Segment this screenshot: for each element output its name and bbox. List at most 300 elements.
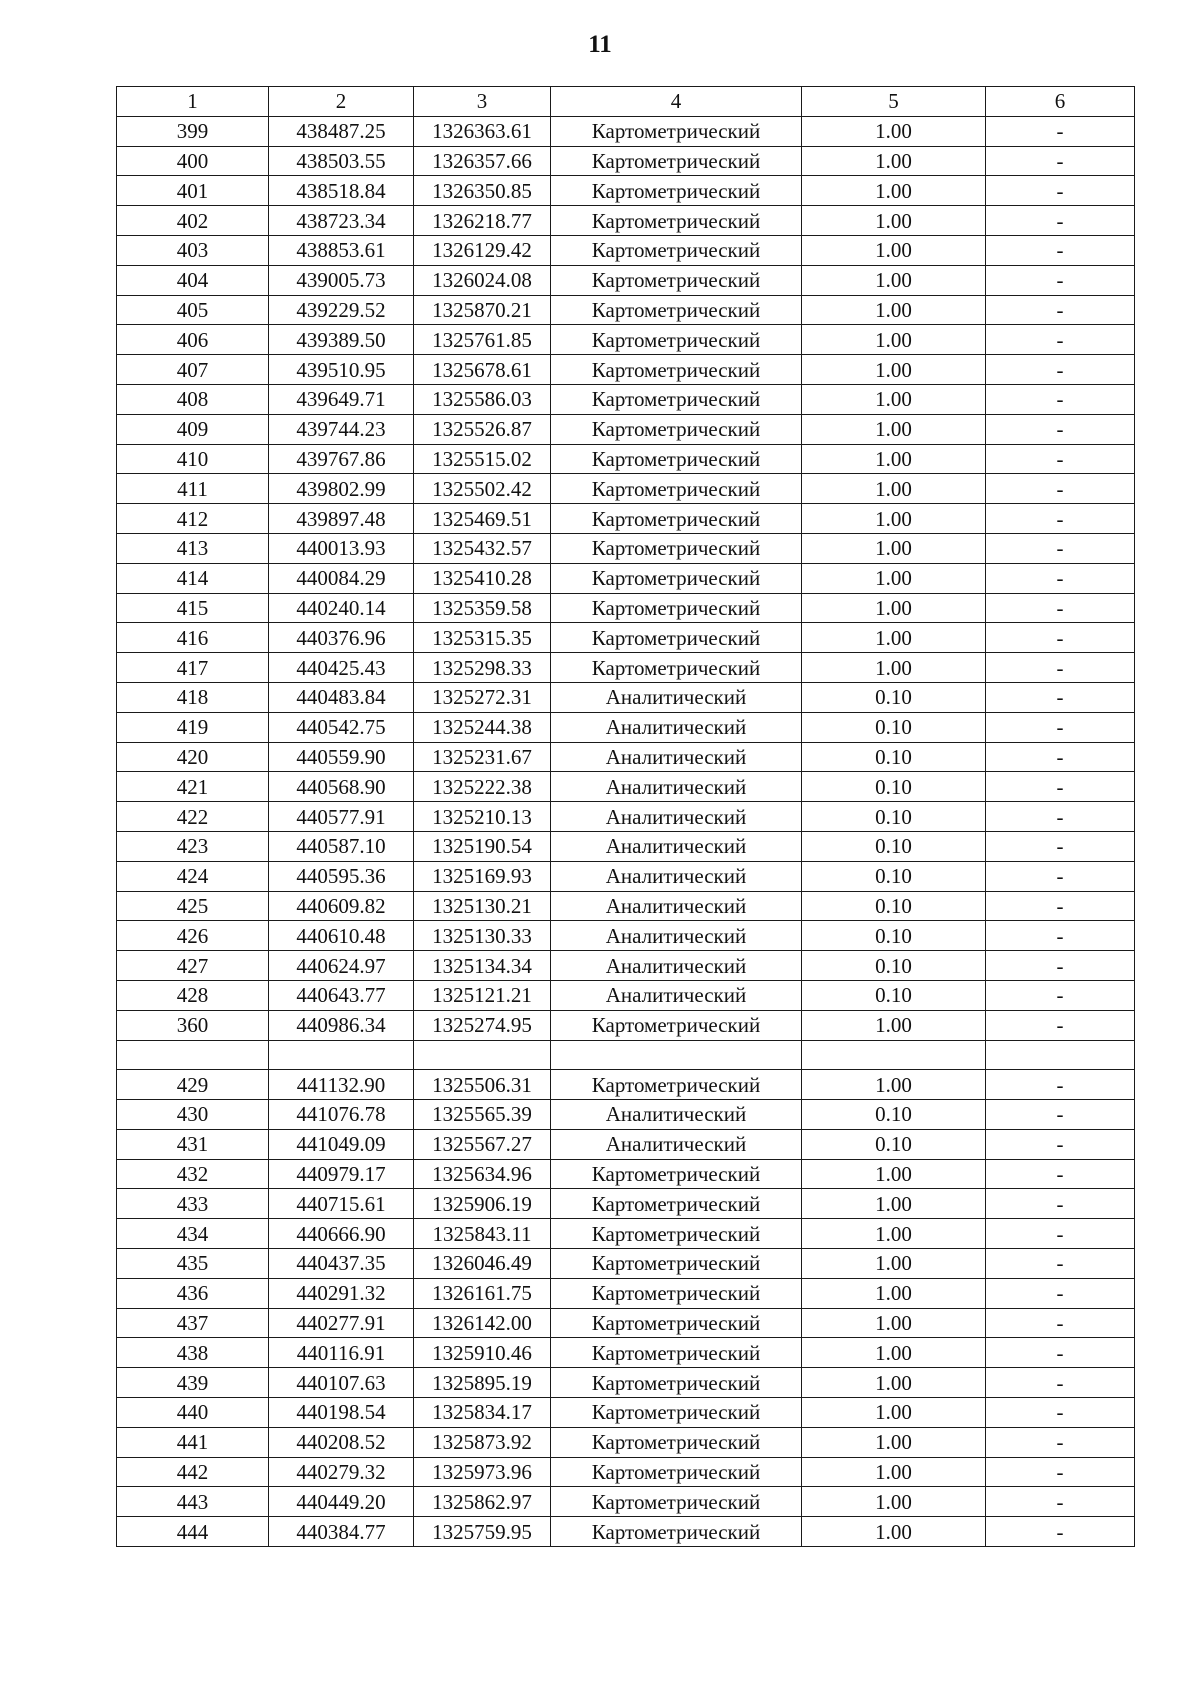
method-cell: Картометрический bbox=[551, 1338, 802, 1368]
note-cell: - bbox=[986, 742, 1135, 772]
point-number-cell: 429 bbox=[117, 1070, 269, 1100]
accuracy-cell: 1.00 bbox=[802, 504, 986, 534]
y-coordinate-cell: 1325169.93 bbox=[414, 861, 551, 891]
table-row bbox=[117, 235, 1135, 265]
y-coordinate-cell: 1325315.35 bbox=[414, 623, 551, 653]
note-cell: - bbox=[986, 802, 1135, 832]
point-number-cell: 411 bbox=[117, 474, 269, 504]
accuracy-cell: 0.10 bbox=[802, 742, 986, 772]
point-number-cell: 412 bbox=[117, 504, 269, 534]
x-coordinate-cell: 439649.71 bbox=[269, 384, 414, 414]
point-number-cell: 416 bbox=[117, 623, 269, 653]
x-coordinate-cell: 440240.14 bbox=[269, 593, 414, 623]
y-coordinate-cell: 1325130.21 bbox=[414, 891, 551, 921]
note-cell: - bbox=[986, 1010, 1135, 1040]
y-coordinate-cell: 1325410.28 bbox=[414, 563, 551, 593]
point-number-cell: 415 bbox=[117, 593, 269, 623]
accuracy-cell: 0.10 bbox=[802, 1100, 986, 1130]
x-coordinate-cell: 440013.93 bbox=[269, 533, 414, 563]
y-coordinate-cell: 1326024.08 bbox=[414, 265, 551, 295]
point-number-cell: 435 bbox=[117, 1249, 269, 1279]
x-coordinate-cell: 440437.35 bbox=[269, 1249, 414, 1279]
accuracy-cell: 0.10 bbox=[802, 921, 986, 951]
method-cell: Аналитический bbox=[551, 980, 802, 1010]
point-number-cell: 442 bbox=[117, 1457, 269, 1487]
table-row bbox=[117, 742, 1135, 772]
point-number-cell: 420 bbox=[117, 742, 269, 772]
method-cell: Картометрический bbox=[551, 563, 802, 593]
accuracy-cell: 1.00 bbox=[802, 1338, 986, 1368]
point-number-cell: 401 bbox=[117, 176, 269, 206]
x-coordinate-cell: 439005.73 bbox=[269, 265, 414, 295]
method-cell: Картометрический bbox=[551, 1487, 802, 1517]
point-number-cell: 403 bbox=[117, 235, 269, 265]
coordinates-table bbox=[116, 86, 1135, 1547]
table-row bbox=[117, 414, 1135, 444]
point-number-cell: 405 bbox=[117, 295, 269, 325]
x-coordinate-cell: 440595.36 bbox=[269, 861, 414, 891]
accuracy-cell: 1.00 bbox=[802, 1398, 986, 1428]
accuracy-cell: 1.00 bbox=[802, 1427, 986, 1457]
table-row bbox=[117, 1100, 1135, 1130]
y-coordinate-cell: 1325359.58 bbox=[414, 593, 551, 623]
y-coordinate-cell: 1325834.17 bbox=[414, 1398, 551, 1428]
table-row bbox=[117, 1159, 1135, 1189]
point-number-cell: 438 bbox=[117, 1338, 269, 1368]
x-coordinate-cell: 441049.09 bbox=[269, 1129, 414, 1159]
table-row bbox=[117, 802, 1135, 832]
table-row bbox=[117, 146, 1135, 176]
method-cell: Картометрический bbox=[551, 504, 802, 534]
note-cell: - bbox=[986, 682, 1135, 712]
table-row bbox=[117, 295, 1135, 325]
accuracy-cell: 1.00 bbox=[802, 1368, 986, 1398]
method-cell: Картометрический bbox=[551, 1517, 802, 1547]
method-cell: Картометрический bbox=[551, 1070, 802, 1100]
note-cell: - bbox=[986, 1368, 1135, 1398]
y-coordinate-cell: 1325274.95 bbox=[414, 1010, 551, 1040]
note-cell: - bbox=[986, 295, 1135, 325]
table-row bbox=[117, 206, 1135, 236]
method-cell: Картометрический bbox=[551, 414, 802, 444]
point-number-cell: 419 bbox=[117, 712, 269, 742]
note-cell: - bbox=[986, 1159, 1135, 1189]
table-row bbox=[117, 1487, 1135, 1517]
x-coordinate-cell: 439897.48 bbox=[269, 504, 414, 534]
y-coordinate-cell: 1325759.95 bbox=[414, 1517, 551, 1547]
x-coordinate-cell: 440198.54 bbox=[269, 1398, 414, 1428]
header-cell: 5 bbox=[802, 87, 986, 117]
x-coordinate-cell: 438487.25 bbox=[269, 116, 414, 146]
method-cell: Аналитический bbox=[551, 921, 802, 951]
x-coordinate-cell: 440084.29 bbox=[269, 563, 414, 593]
y-coordinate-cell: 1325862.97 bbox=[414, 1487, 551, 1517]
x-coordinate-cell: 440449.20 bbox=[269, 1487, 414, 1517]
accuracy-cell: 0.10 bbox=[802, 831, 986, 861]
x-coordinate-cell: 440666.90 bbox=[269, 1219, 414, 1249]
table-row bbox=[117, 831, 1135, 861]
accuracy-cell: 1.00 bbox=[802, 653, 986, 683]
y-coordinate-cell: 1325130.33 bbox=[414, 921, 551, 951]
note-cell: - bbox=[986, 265, 1135, 295]
accuracy-cell: 0.10 bbox=[802, 682, 986, 712]
method-cell: Аналитический bbox=[551, 712, 802, 742]
method-cell bbox=[551, 1040, 802, 1070]
accuracy-cell: 1.00 bbox=[802, 1249, 986, 1279]
table-row bbox=[117, 1427, 1135, 1457]
method-cell: Аналитический bbox=[551, 891, 802, 921]
method-cell: Картометрический bbox=[551, 1189, 802, 1219]
accuracy-cell: 1.00 bbox=[802, 295, 986, 325]
point-number-cell: 432 bbox=[117, 1159, 269, 1189]
table-row bbox=[117, 1398, 1135, 1428]
point-number-cell: 440 bbox=[117, 1398, 269, 1428]
table-row bbox=[117, 593, 1135, 623]
note-cell bbox=[986, 1040, 1135, 1070]
x-coordinate-cell: 440715.61 bbox=[269, 1189, 414, 1219]
x-coordinate-cell: 440587.10 bbox=[269, 831, 414, 861]
table-row bbox=[117, 1517, 1135, 1547]
accuracy-cell: 0.10 bbox=[802, 802, 986, 832]
x-coordinate-cell: 440643.77 bbox=[269, 980, 414, 1010]
accuracy-cell: 1.00 bbox=[802, 474, 986, 504]
method-cell: Картометрический bbox=[551, 623, 802, 653]
y-coordinate-cell: 1325506.31 bbox=[414, 1070, 551, 1100]
y-coordinate-cell: 1326129.42 bbox=[414, 235, 551, 265]
y-coordinate-cell: 1325873.92 bbox=[414, 1427, 551, 1457]
x-coordinate-cell: 439802.99 bbox=[269, 474, 414, 504]
point-number-cell: 425 bbox=[117, 891, 269, 921]
x-coordinate-cell: 438503.55 bbox=[269, 146, 414, 176]
table-row bbox=[117, 891, 1135, 921]
accuracy-cell: 1.00 bbox=[802, 1219, 986, 1249]
y-coordinate-cell: 1325586.03 bbox=[414, 384, 551, 414]
table-row bbox=[117, 1368, 1135, 1398]
table-row bbox=[117, 533, 1135, 563]
accuracy-cell: 1.00 bbox=[802, 623, 986, 653]
point-number-cell: 360 bbox=[117, 1010, 269, 1040]
x-coordinate-cell: 440483.84 bbox=[269, 682, 414, 712]
note-cell: - bbox=[986, 653, 1135, 683]
method-cell: Картометрический bbox=[551, 593, 802, 623]
x-coordinate-cell: 440610.48 bbox=[269, 921, 414, 951]
y-coordinate-cell: 1325272.31 bbox=[414, 682, 551, 712]
table-row bbox=[117, 384, 1135, 414]
point-number-cell: 414 bbox=[117, 563, 269, 593]
note-cell: - bbox=[986, 474, 1135, 504]
method-cell: Картометрический bbox=[551, 1368, 802, 1398]
point-number-cell: 427 bbox=[117, 951, 269, 981]
method-cell: Картометрический bbox=[551, 355, 802, 385]
method-cell: Аналитический bbox=[551, 831, 802, 861]
accuracy-cell: 1.00 bbox=[802, 325, 986, 355]
note-cell: - bbox=[986, 533, 1135, 563]
y-coordinate-cell: 1326357.66 bbox=[414, 146, 551, 176]
method-cell: Картометрический bbox=[551, 1427, 802, 1457]
method-cell: Картометрический bbox=[551, 146, 802, 176]
point-number-cell: 434 bbox=[117, 1219, 269, 1249]
table-row bbox=[117, 1010, 1135, 1040]
accuracy-cell: 1.00 bbox=[802, 176, 986, 206]
note-cell: - bbox=[986, 563, 1135, 593]
x-coordinate-cell: 440624.97 bbox=[269, 951, 414, 981]
point-number-cell: 410 bbox=[117, 444, 269, 474]
note-cell: - bbox=[986, 1070, 1135, 1100]
accuracy-cell: 1.00 bbox=[802, 1159, 986, 1189]
point-number-cell: 424 bbox=[117, 861, 269, 891]
x-coordinate-cell: 438518.84 bbox=[269, 176, 414, 206]
accuracy-cell: 1.00 bbox=[802, 235, 986, 265]
accuracy-cell: 0.10 bbox=[802, 772, 986, 802]
header-cell: 6 bbox=[986, 87, 1135, 117]
table-row bbox=[117, 1308, 1135, 1338]
y-coordinate-cell: 1325210.13 bbox=[414, 802, 551, 832]
note-cell: - bbox=[986, 772, 1135, 802]
point-number-cell: 421 bbox=[117, 772, 269, 802]
point-number-cell: 431 bbox=[117, 1129, 269, 1159]
method-cell: Картометрический bbox=[551, 384, 802, 414]
note-cell: - bbox=[986, 861, 1135, 891]
x-coordinate-cell: 440577.91 bbox=[269, 802, 414, 832]
x-coordinate-cell: 439744.23 bbox=[269, 414, 414, 444]
note-cell: - bbox=[986, 951, 1135, 981]
point-number-cell: 399 bbox=[117, 116, 269, 146]
accuracy-cell: 1.00 bbox=[802, 1189, 986, 1219]
note-cell: - bbox=[986, 1457, 1135, 1487]
point-number-cell: 413 bbox=[117, 533, 269, 563]
accuracy-cell: 1.00 bbox=[802, 116, 986, 146]
accuracy-cell: 1.00 bbox=[802, 1457, 986, 1487]
y-coordinate-cell: 1325973.96 bbox=[414, 1457, 551, 1487]
point-number-cell: 444 bbox=[117, 1517, 269, 1547]
note-cell: - bbox=[986, 1398, 1135, 1428]
table-row bbox=[117, 474, 1135, 504]
accuracy-cell: 0.10 bbox=[802, 712, 986, 742]
method-cell: Картометрический bbox=[551, 325, 802, 355]
y-coordinate-cell: 1325121.21 bbox=[414, 980, 551, 1010]
note-cell: - bbox=[986, 176, 1135, 206]
y-coordinate-cell: 1325526.87 bbox=[414, 414, 551, 444]
note-cell: - bbox=[986, 921, 1135, 951]
accuracy-cell: 1.00 bbox=[802, 146, 986, 176]
y-coordinate-cell: 1325515.02 bbox=[414, 444, 551, 474]
x-coordinate-cell: 440116.91 bbox=[269, 1338, 414, 1368]
note-cell: - bbox=[986, 1308, 1135, 1338]
y-coordinate-cell: 1325910.46 bbox=[414, 1338, 551, 1368]
y-coordinate-cell: 1325222.38 bbox=[414, 772, 551, 802]
accuracy-cell: 0.10 bbox=[802, 861, 986, 891]
method-cell: Картометрический bbox=[551, 1398, 802, 1428]
x-coordinate-cell: 439229.52 bbox=[269, 295, 414, 325]
point-number-cell: 422 bbox=[117, 802, 269, 832]
point-number-cell: 433 bbox=[117, 1189, 269, 1219]
accuracy-cell: 1.00 bbox=[802, 1278, 986, 1308]
table-row bbox=[117, 1338, 1135, 1368]
note-cell: - bbox=[986, 1129, 1135, 1159]
method-cell: Аналитический bbox=[551, 1129, 802, 1159]
table-row bbox=[117, 504, 1135, 534]
table-row bbox=[117, 325, 1135, 355]
y-coordinate-cell: 1325432.57 bbox=[414, 533, 551, 563]
note-cell: - bbox=[986, 1487, 1135, 1517]
accuracy-cell: 0.10 bbox=[802, 951, 986, 981]
table-row bbox=[117, 1070, 1135, 1100]
y-coordinate-cell: 1325231.67 bbox=[414, 742, 551, 772]
note-cell: - bbox=[986, 1219, 1135, 1249]
x-coordinate-cell: 439767.86 bbox=[269, 444, 414, 474]
x-coordinate-cell: 440277.91 bbox=[269, 1308, 414, 1338]
y-coordinate-cell: 1325565.39 bbox=[414, 1100, 551, 1130]
page-number: 11 bbox=[588, 31, 612, 58]
point-number-cell: 441 bbox=[117, 1427, 269, 1457]
point-number-cell: 428 bbox=[117, 980, 269, 1010]
accuracy-cell: 1.00 bbox=[802, 593, 986, 623]
table-row bbox=[117, 1278, 1135, 1308]
method-cell: Аналитический bbox=[551, 861, 802, 891]
method-cell: Картометрический bbox=[551, 265, 802, 295]
method-cell: Аналитический bbox=[551, 1100, 802, 1130]
method-cell: Картометрический bbox=[551, 1010, 802, 1040]
header-cell: 3 bbox=[414, 87, 551, 117]
point-number-cell: 426 bbox=[117, 921, 269, 951]
accuracy-cell: 1.00 bbox=[802, 265, 986, 295]
x-coordinate-cell: 439510.95 bbox=[269, 355, 414, 385]
table-row bbox=[117, 653, 1135, 683]
accuracy-cell: 1.00 bbox=[802, 384, 986, 414]
table-body bbox=[117, 87, 1135, 1547]
table-row bbox=[117, 1040, 1135, 1070]
y-coordinate-cell: 1325761.85 bbox=[414, 325, 551, 355]
table-row bbox=[117, 265, 1135, 295]
note-cell: - bbox=[986, 891, 1135, 921]
point-number-cell: 400 bbox=[117, 146, 269, 176]
note-cell: - bbox=[986, 504, 1135, 534]
method-cell: Аналитический bbox=[551, 682, 802, 712]
x-coordinate-cell: 440208.52 bbox=[269, 1427, 414, 1457]
accuracy-cell: 1.00 bbox=[802, 414, 986, 444]
note-cell: - bbox=[986, 980, 1135, 1010]
accuracy-cell: 1.00 bbox=[802, 355, 986, 385]
y-coordinate-cell: 1326218.77 bbox=[414, 206, 551, 236]
y-coordinate-cell: 1326161.75 bbox=[414, 1278, 551, 1308]
note-cell: - bbox=[986, 116, 1135, 146]
y-coordinate-cell: 1325469.51 bbox=[414, 504, 551, 534]
note-cell: - bbox=[986, 1100, 1135, 1130]
point-number-cell bbox=[117, 1040, 269, 1070]
note-cell: - bbox=[986, 1427, 1135, 1457]
x-coordinate-cell: 440979.17 bbox=[269, 1159, 414, 1189]
note-cell: - bbox=[986, 593, 1135, 623]
accuracy-cell: 0.10 bbox=[802, 1129, 986, 1159]
table-row bbox=[117, 712, 1135, 742]
accuracy-cell: 1.00 bbox=[802, 444, 986, 474]
point-number-cell: 436 bbox=[117, 1278, 269, 1308]
accuracy-cell: 1.00 bbox=[802, 533, 986, 563]
point-number-cell: 443 bbox=[117, 1487, 269, 1517]
table-row bbox=[117, 861, 1135, 891]
y-coordinate-cell: 1325244.38 bbox=[414, 712, 551, 742]
y-coordinate-cell: 1325678.61 bbox=[414, 355, 551, 385]
note-cell: - bbox=[986, 1189, 1135, 1219]
header-row bbox=[117, 87, 1135, 117]
note-cell: - bbox=[986, 1338, 1135, 1368]
note-cell: - bbox=[986, 712, 1135, 742]
note-cell: - bbox=[986, 384, 1135, 414]
note-cell: - bbox=[986, 325, 1135, 355]
point-number-cell: 404 bbox=[117, 265, 269, 295]
y-coordinate-cell: 1325843.11 bbox=[414, 1219, 551, 1249]
method-cell: Картометрический bbox=[551, 1457, 802, 1487]
table-row bbox=[117, 1457, 1135, 1487]
y-coordinate-cell: 1325906.19 bbox=[414, 1189, 551, 1219]
y-coordinate-cell bbox=[414, 1040, 551, 1070]
x-coordinate-cell: 441076.78 bbox=[269, 1100, 414, 1130]
header-cell: 4 bbox=[551, 87, 802, 117]
x-coordinate-cell: 438723.34 bbox=[269, 206, 414, 236]
table-row bbox=[117, 772, 1135, 802]
x-coordinate-cell: 440279.32 bbox=[269, 1457, 414, 1487]
table-row bbox=[117, 980, 1135, 1010]
method-cell: Картометрический bbox=[551, 653, 802, 683]
point-number-cell: 408 bbox=[117, 384, 269, 414]
table-row bbox=[117, 444, 1135, 474]
x-coordinate-cell: 440609.82 bbox=[269, 891, 414, 921]
note-cell: - bbox=[986, 235, 1135, 265]
note-cell: - bbox=[986, 206, 1135, 236]
table-row bbox=[117, 1219, 1135, 1249]
x-coordinate-cell: 440425.43 bbox=[269, 653, 414, 683]
table-row bbox=[117, 1249, 1135, 1279]
x-coordinate-cell: 440291.32 bbox=[269, 1278, 414, 1308]
method-cell: Картометрический bbox=[551, 116, 802, 146]
y-coordinate-cell: 1325190.54 bbox=[414, 831, 551, 861]
method-cell: Картометрический bbox=[551, 533, 802, 563]
method-cell: Аналитический bbox=[551, 951, 802, 981]
x-coordinate-cell: 440559.90 bbox=[269, 742, 414, 772]
x-coordinate-cell: 440986.34 bbox=[269, 1010, 414, 1040]
table-row bbox=[117, 355, 1135, 385]
accuracy-cell: 0.10 bbox=[802, 980, 986, 1010]
method-cell: Картометрический bbox=[551, 235, 802, 265]
accuracy-cell: 1.00 bbox=[802, 563, 986, 593]
point-number-cell: 418 bbox=[117, 682, 269, 712]
note-cell: - bbox=[986, 355, 1135, 385]
y-coordinate-cell: 1325298.33 bbox=[414, 653, 551, 683]
point-number-cell: 417 bbox=[117, 653, 269, 683]
table-row bbox=[117, 176, 1135, 206]
table-row bbox=[117, 951, 1135, 981]
note-cell: - bbox=[986, 1278, 1135, 1308]
point-number-cell: 439 bbox=[117, 1368, 269, 1398]
accuracy-cell: 1.00 bbox=[802, 206, 986, 236]
y-coordinate-cell: 1326363.61 bbox=[414, 116, 551, 146]
method-cell: Картометрический bbox=[551, 176, 802, 206]
note-cell: - bbox=[986, 831, 1135, 861]
table-row bbox=[117, 563, 1135, 593]
y-coordinate-cell: 1326142.00 bbox=[414, 1308, 551, 1338]
accuracy-cell: 1.00 bbox=[802, 1010, 986, 1040]
y-coordinate-cell: 1325870.21 bbox=[414, 295, 551, 325]
method-cell: Аналитический bbox=[551, 802, 802, 832]
note-cell: - bbox=[986, 623, 1135, 653]
point-number-cell: 423 bbox=[117, 831, 269, 861]
point-number-cell: 407 bbox=[117, 355, 269, 385]
accuracy-cell: 1.00 bbox=[802, 1487, 986, 1517]
method-cell: Картометрический bbox=[551, 444, 802, 474]
x-coordinate-cell: 441132.90 bbox=[269, 1070, 414, 1100]
y-coordinate-cell: 1326046.49 bbox=[414, 1249, 551, 1279]
method-cell: Картометрический bbox=[551, 1278, 802, 1308]
